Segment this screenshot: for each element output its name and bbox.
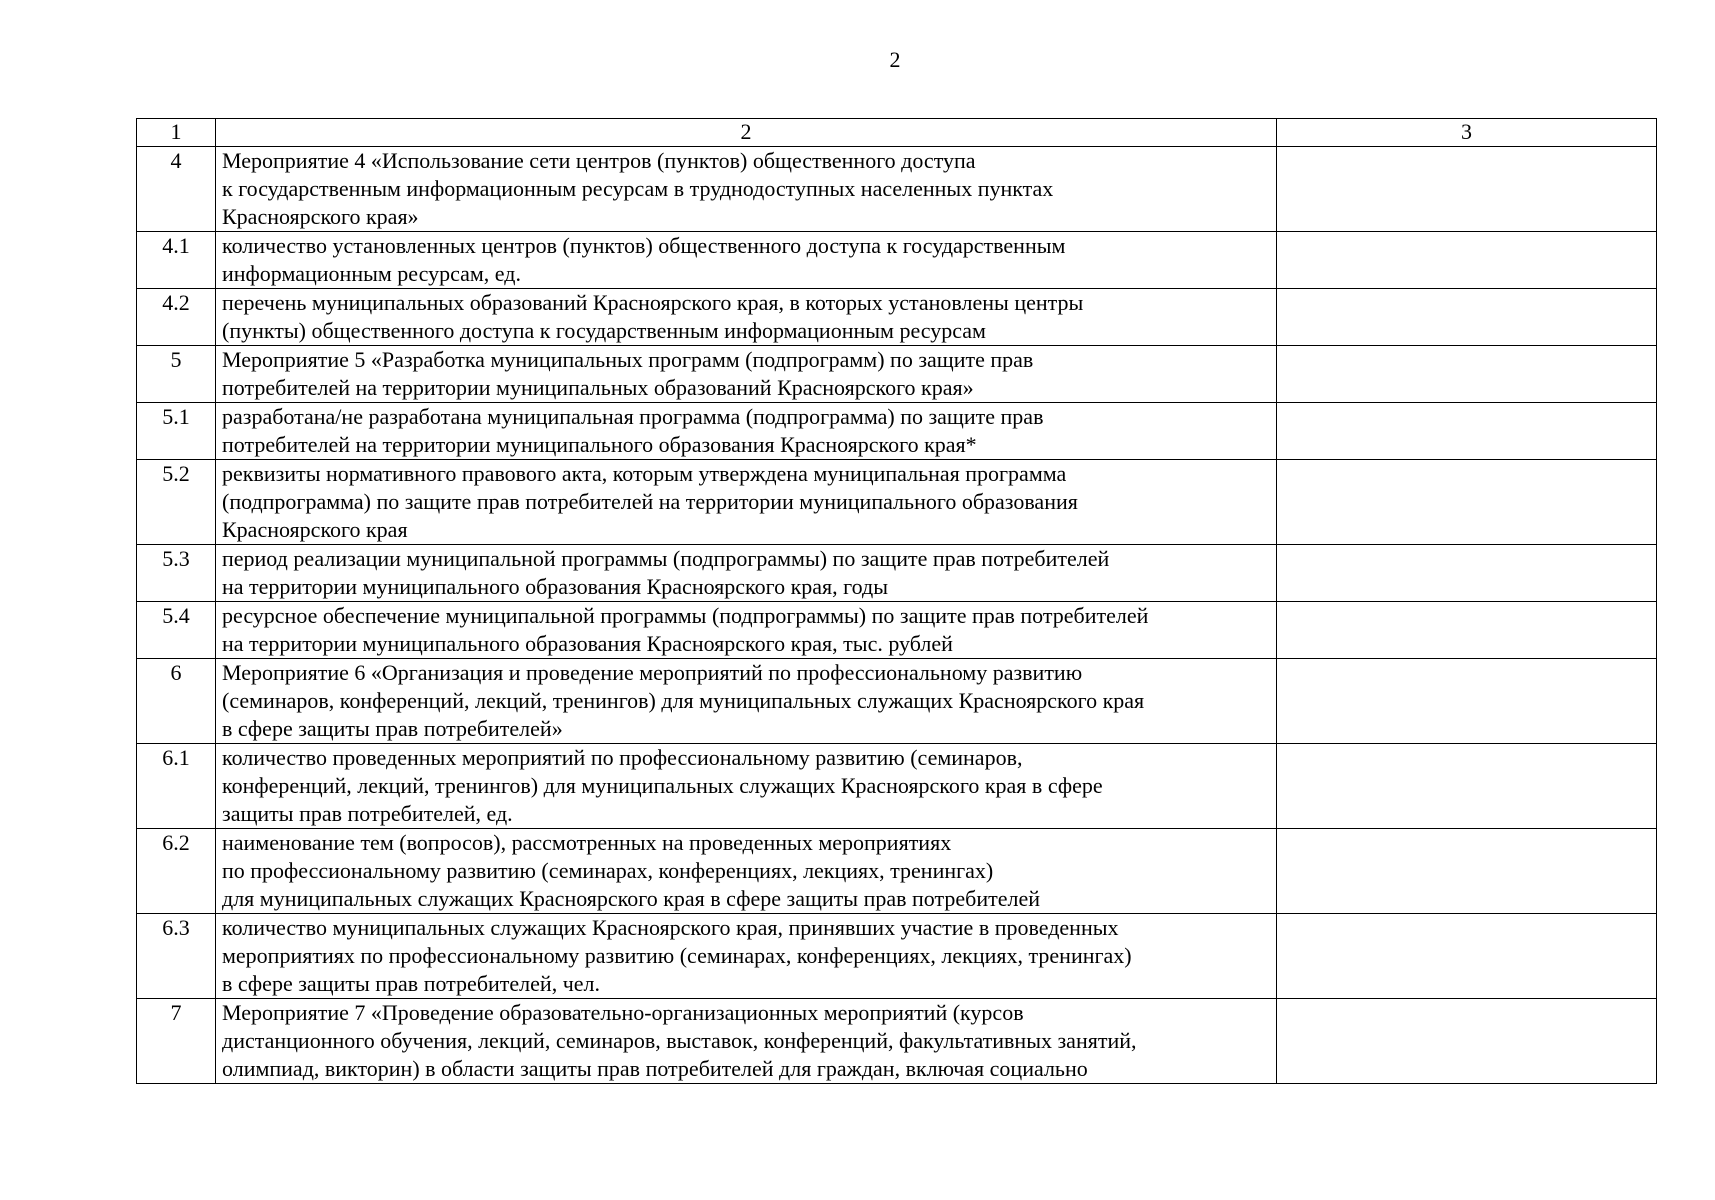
table-row: [137, 147, 1657, 232]
description-line: перечень муниципальных образований Красноярского края, в которых установлены центры: [222, 290, 1084, 315]
table-row: [137, 999, 1657, 1084]
description-line: олимпиад, викторин) в области защиты прав потребителей для граждан, включая социально: [222, 1056, 1088, 1081]
table-row: [137, 545, 1657, 602]
description-line: в сфере защиты прав потребителей, чел.: [222, 971, 600, 996]
table-row: [137, 744, 1657, 829]
page-number: 2: [889, 47, 901, 72]
description-line: разработана/не разработана муниципальная программа (подпрограмма) по защите прав: [222, 404, 1044, 429]
description-line: дистанционного обучения, лекций, семинаров, выставок, конференций, факультативных занятий,: [222, 1028, 1137, 1053]
description-line: к государственным информационным ресурсам в труднодоступных населенных пунктах: [222, 176, 1054, 201]
description-line: конференций, лекций, тренингов) для муниципальных служащих Красноярского края в сфере: [222, 773, 1103, 798]
row-number-cell: 4.1: [137, 232, 216, 289]
row-description-cell: [216, 403, 1277, 460]
description-line: мероприятиях по профессиональному развитию (семинарах, конференциях, лекциях, тренингах): [222, 943, 1132, 968]
description-line: реквизиты нормативного правового акта, которым утверждена муниципальная программа: [222, 461, 1067, 486]
description-line: потребителей на территории муниципального образования Красноярского края*: [222, 432, 977, 457]
description-line: Мероприятие 7 «Проведение образовательно-организационных мероприятий (курсов: [222, 1000, 1024, 1025]
header-col-1: 1: [137, 119, 216, 147]
row-number-cell: 5.3: [137, 545, 216, 602]
description-line: для муниципальных служащих Красноярского края в сфере защиты прав потребителей: [222, 886, 1040, 911]
description-line: количество проведенных мероприятий по профессиональному развитию (семинаров,: [222, 745, 1023, 770]
row-value-cell: [1277, 403, 1657, 460]
table-row: [137, 829, 1657, 914]
row-number-cell: 4: [137, 147, 216, 232]
row-description-cell: [216, 545, 1277, 602]
row-description-cell: [216, 289, 1277, 346]
row-number-cell: 6: [137, 659, 216, 744]
row-value-cell: [1277, 602, 1657, 659]
row-value-cell: [1277, 460, 1657, 545]
row-number-cell: 5.4: [137, 602, 216, 659]
description-line: (семинаров, конференций, лекций, тренингов) для муниципальных служащих Красноярского края: [222, 688, 1145, 713]
row-description-cell: [216, 744, 1277, 829]
row-description-cell: [216, 147, 1277, 232]
table-row: [137, 914, 1657, 999]
row-value-cell: [1277, 744, 1657, 829]
row-description-cell: [216, 999, 1277, 1084]
row-description-cell: [216, 346, 1277, 403]
row-value-cell: [1277, 659, 1657, 744]
header-col-2: 2: [216, 119, 1277, 147]
description-line: (подпрограмма) по защите прав потребителей на территории муниципального образования: [222, 489, 1078, 514]
row-value-cell: [1277, 147, 1657, 232]
description-line: наименование тем (вопросов), рассмотренных на проведенных мероприятиях: [222, 830, 952, 855]
description-line: период реализации муниципальной программы (подпрограммы) по защите прав потребителей: [222, 546, 1110, 571]
row-number-cell: 6.1: [137, 744, 216, 829]
description-line: (пункты) общественного доступа к государственным информационным ресурсам: [222, 318, 986, 343]
table-row: [137, 659, 1657, 744]
description-line: Мероприятие 4 «Использование сети центров (пунктов) общественного доступа: [222, 148, 976, 173]
description-line: Красноярского края: [222, 517, 408, 542]
row-number-cell: 5: [137, 346, 216, 403]
description-line: количество установленных центров (пунктов) общественного доступа к государственным: [222, 233, 1066, 258]
row-number-cell: 5.1: [137, 403, 216, 460]
row-number-cell: 6.3: [137, 914, 216, 999]
row-value-cell: [1277, 545, 1657, 602]
row-description-cell: [216, 914, 1277, 999]
description-line: на территории муниципального образования Красноярского края, годы: [222, 574, 888, 599]
row-number-cell: 7: [137, 999, 216, 1084]
row-value-cell: [1277, 829, 1657, 914]
row-value-cell: [1277, 999, 1657, 1084]
row-description-cell: [216, 460, 1277, 545]
description-line: потребителей на территории муниципальных образований Красноярского края»: [222, 375, 974, 400]
table-row: [137, 289, 1657, 346]
row-number-cell: 5.2: [137, 460, 216, 545]
row-number-cell: 6.2: [137, 829, 216, 914]
row-value-cell: [1277, 346, 1657, 403]
description-line: защиты прав потребителей, ед.: [222, 801, 513, 826]
row-description-cell: [216, 602, 1277, 659]
table-row: [137, 403, 1657, 460]
row-value-cell: [1277, 232, 1657, 289]
row-value-cell: [1277, 289, 1657, 346]
description-line: Мероприятие 6 «Организация и проведение мероприятий по профессиональному развитию: [222, 660, 1083, 685]
description-line: ресурсное обеспечение муниципальной программы (подпрограммы) по защите прав потребителей: [222, 603, 1149, 628]
table-row: [137, 232, 1657, 289]
row-description-cell: [216, 232, 1277, 289]
description-line: Мероприятие 5 «Разработка муниципальных программ (подпрограмм) по защите прав: [222, 347, 1034, 372]
description-line: информационным ресурсам, ед.: [222, 261, 521, 286]
description-line: количество муниципальных служащих Красноярского края, принявших участие в проведенных: [222, 915, 1119, 940]
description-line: на территории муниципального образования Красноярского края, тыс. рублей: [222, 631, 953, 656]
description-line: в сфере защиты прав потребителей»: [222, 716, 563, 741]
header-col-3: 3: [1277, 119, 1657, 147]
row-description-cell: [216, 659, 1277, 744]
table-body: [137, 119, 1657, 1084]
table-row: [137, 602, 1657, 659]
row-description-cell: [216, 829, 1277, 914]
row-value-cell: [1277, 914, 1657, 999]
indicator-table: [136, 118, 1657, 1084]
table-header-row: [137, 119, 1657, 147]
row-number-cell: 4.2: [137, 289, 216, 346]
description-line: по профессиональному развитию (семинарах, конференциях, лекциях, тренингах): [222, 858, 994, 883]
table-row: [137, 460, 1657, 545]
table-row: [137, 346, 1657, 403]
description-line: Красноярского края»: [222, 204, 419, 229]
